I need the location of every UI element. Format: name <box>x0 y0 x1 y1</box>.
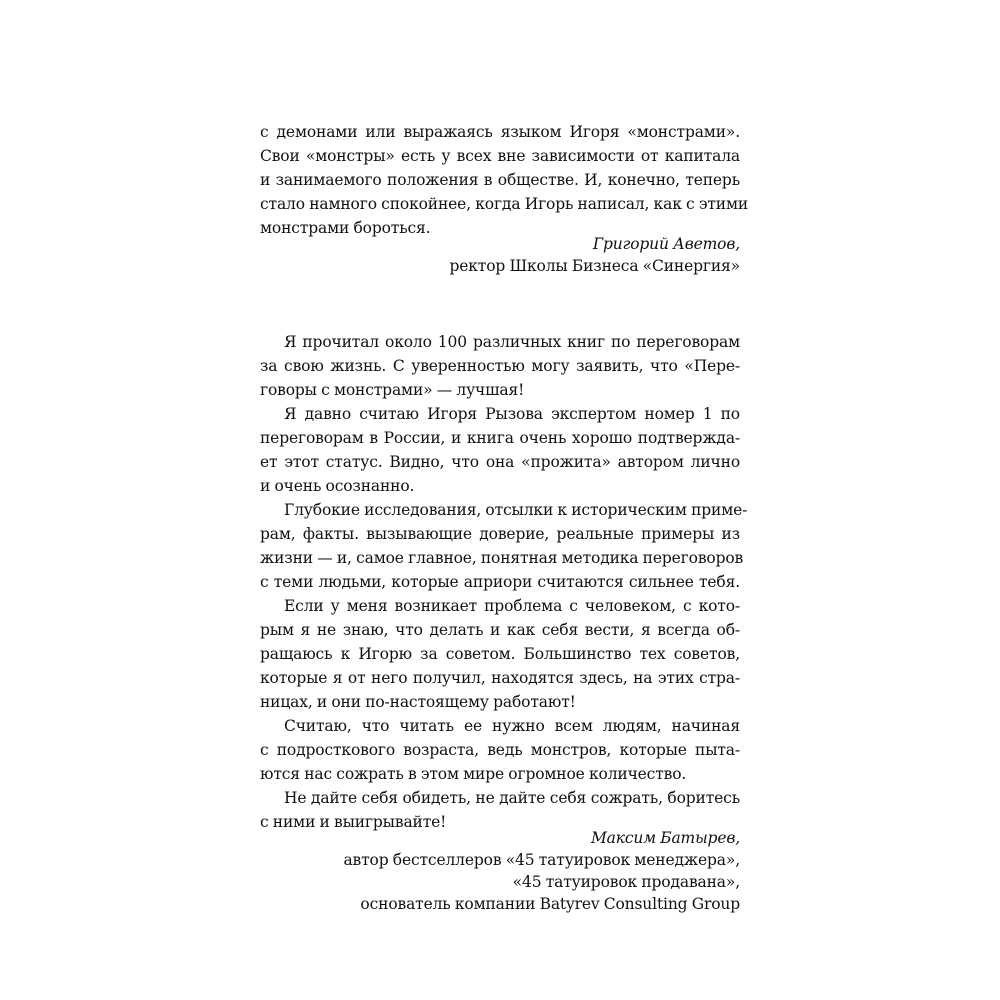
body-line: с демонами или выражаясь языком Игоря «монстрами». <box>260 123 740 141</box>
body-line: Я давно считаю Игоря Рызова экспертом номер 1 по <box>284 405 740 423</box>
body-line: с теми людьми, которые априори считаются сильнее тебя. <box>260 573 740 591</box>
body-line: и очень осознанно. <box>260 477 415 495</box>
body-line: с подросткового возраста, ведь монстров, которые пыта- <box>260 741 740 759</box>
body-line: за свою жизнь. С уверенностью могу заявить, что «Пере- <box>260 357 740 375</box>
body-line: переговорам в России, и книга очень хорошо подтвержда- <box>260 429 740 447</box>
body-line: которые я от него получил, находятся здесь, на этих стра- <box>260 669 740 687</box>
body-line: жизни — и, самое главное, понятная методика переговоров <box>260 549 744 567</box>
review-author-title: основатель компании Batyrev Consulting Group <box>360 895 740 913</box>
body-line: ницах, и они по-настоящему работают! <box>260 693 576 711</box>
body-line: монстрами бороться. <box>260 219 431 237</box>
body-line: Я прочитал около 100 различных книг по переговорам <box>284 333 740 351</box>
body-line: и занимаемого положения в обществе. И, конечно, теперь <box>260 171 740 189</box>
body-line: стало намного спокойнее, когда Игорь написал, как с этими <box>260 195 749 213</box>
review-author-title: «45 татуировок продавана», <box>512 873 740 891</box>
review-author-name: Максим Батырев, <box>590 829 740 847</box>
body-line: с ними и выигрывайте! <box>260 813 447 831</box>
body-line: рым я не знаю, что делать и как себя вести, я всегда об- <box>260 621 740 639</box>
body-line: Глубокие исследования, отсылки к историческим приме- <box>284 501 748 519</box>
book-page <box>260 0 749 1000</box>
body-line: рам, факты. вызывающие доверие, реальные примеры из <box>260 525 740 543</box>
body-line: ются нас сожрать в этом мире огромное количество. <box>260 765 687 783</box>
body-line: Свои «монстры» есть у всех вне зависимости от капитала <box>260 147 740 165</box>
body-line: говоры с монстрами» — лучшая! <box>260 381 525 399</box>
review-author-name: Григорий Аветов, <box>592 235 740 253</box>
body-line: Считаю, что читать ее нужно всем людям, начиная <box>284 717 740 735</box>
body-line: Не дайте себя обидеть, не дайте себя сожрать, боритесь <box>284 789 740 807</box>
review-author-title: автор бестселлеров «45 татуировок менеджера», <box>343 851 740 869</box>
body-line: ет этот статус. Видно, что она «прожита» автором лично <box>260 453 740 471</box>
body-line: Если у меня возникает проблема с человеком, с кото- <box>284 597 740 615</box>
body-line: ращаюсь к Игорю за советом. Большинство тех советов, <box>260 645 740 663</box>
review-author-title: ректор Школы Бизнеса «Синергия» <box>449 257 740 275</box>
